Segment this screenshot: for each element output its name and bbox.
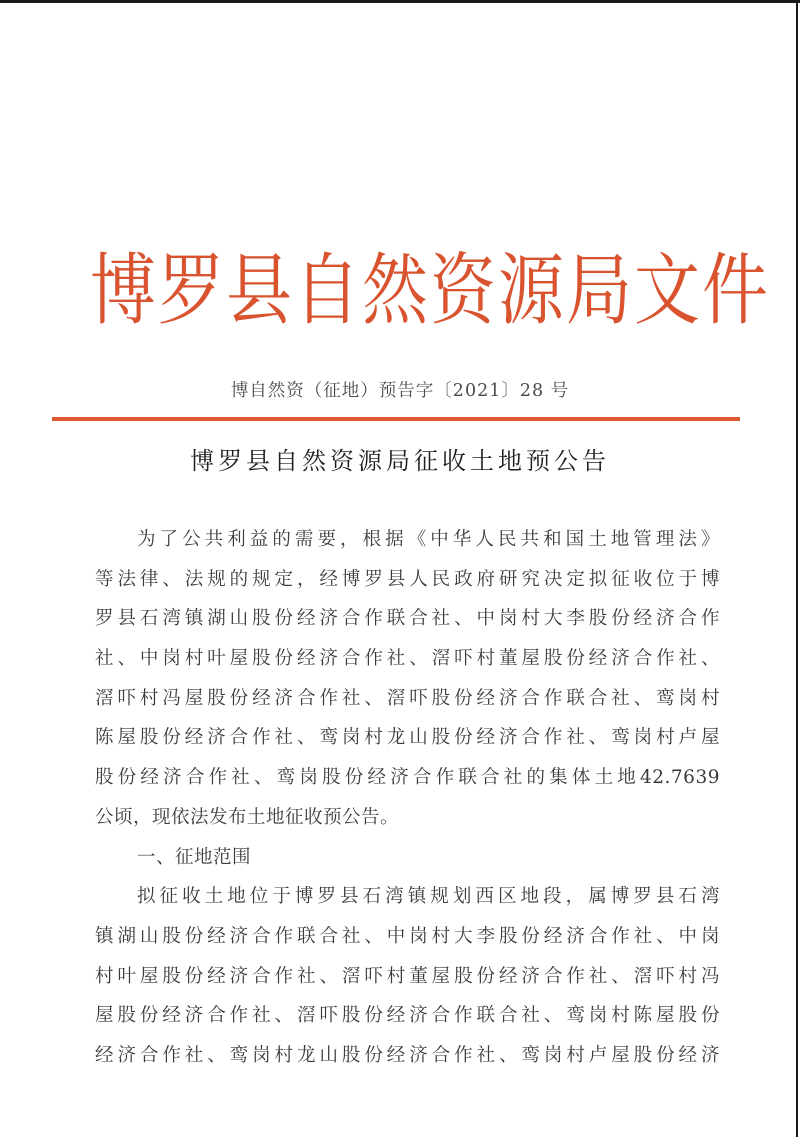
body-line: 陈屋股份经济合作社、鸾岗村龙山股份经济合作社、鸾岗村卢屋 — [95, 727, 720, 749]
document-header-title: 博罗县自然资源局文件 — [90, 245, 770, 336]
paragraph-intro — [95, 520, 720, 838]
document-body — [95, 520, 720, 1076]
body-line: 股份经济合作社、鸾岗股份经济合作联合社的集体土地42.7639 — [95, 767, 720, 789]
section-heading: 一、征地范围 — [137, 846, 252, 868]
paragraph-scope — [95, 877, 720, 1075]
body-line: 为了公共利益的需要，根据《中华人民共和国土地管理法》 — [137, 529, 720, 550]
body-line: 公顷，现依法发布土地征收预公告。 — [95, 806, 400, 828]
document-number: 博自然资（征地）预告字〔2021〕28 号 — [230, 381, 570, 401]
notice-title: 博罗县自然资源局征收土地预公告 — [190, 447, 610, 475]
body-line: 拟征收土地位于博罗县石湾镇规划西区地段，属博罗县石湾 — [137, 886, 720, 908]
body-line: 滘吓村冯屋股份经济合作社、滘吓股份经济合作联合社、鸾岗村 — [95, 687, 720, 709]
body-line: 屋股份经济合作社、滘吓股份经济合作联合社、鸾岗村陈屋股份 — [95, 1005, 720, 1027]
body-line: 等法律、法规的规定，经博罗县人民政府研究决定拟征收位于博 — [95, 568, 720, 590]
body-line: 镇湖山股份经济合作联合社、中岗村大李股份经济合作社、中岗 — [95, 925, 720, 947]
header-divider-rule — [52, 417, 740, 421]
body-line: 社、中岗村叶屋股份经济合作社、滘吓村董屋股份经济合作社、 — [95, 648, 720, 670]
body-line: 罗县石湾镇湖山股份经济合作联合社、中岗村大李股份经济合作 — [95, 608, 720, 630]
body-line: 村叶屋股份经济合作社、滘吓村董屋股份经济合作社、滘吓村冯 — [95, 965, 720, 987]
body-line: 经济合作社、鸾岗村龙山股份经济合作社、鸾岗村卢屋股份经济 — [95, 1044, 720, 1066]
section-heading-scope — [95, 838, 720, 878]
